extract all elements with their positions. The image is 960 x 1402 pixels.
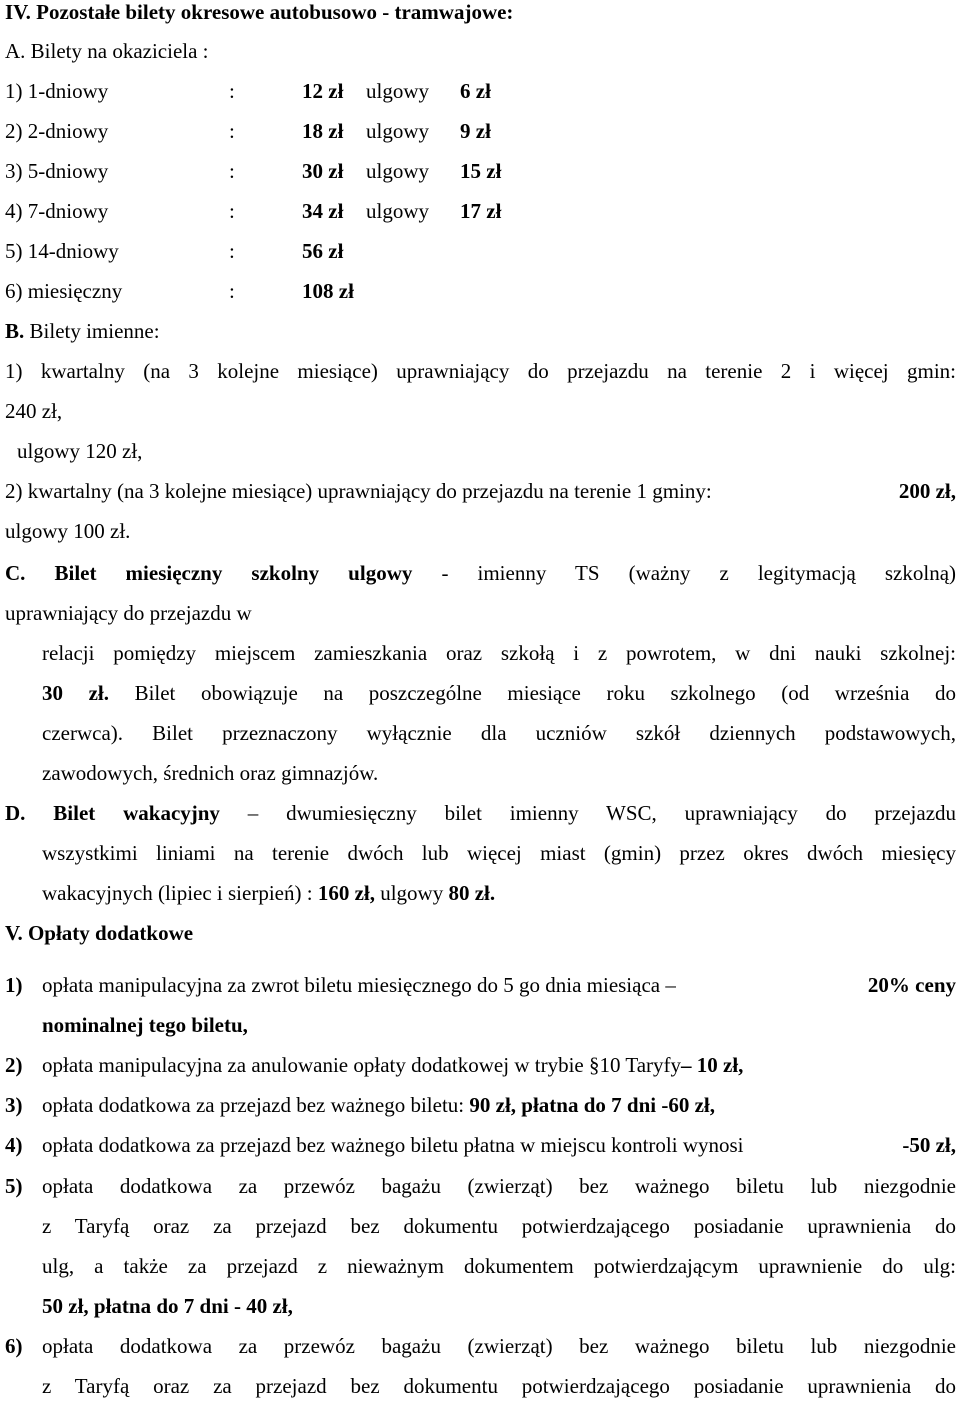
fee-item-number: 3) xyxy=(5,1093,23,1117)
fee-item-number: 2) xyxy=(5,1053,23,1077)
fee-item-line-2: z Taryfą oraz za przejazd bez dokumentu potwierdzającego posiadanie uprawnienia do xyxy=(42,1214,956,1238)
section-c-heading xyxy=(5,561,956,585)
ticket-colon: : xyxy=(229,279,235,303)
fee-item-line-1: opłata dodatkowa za przewóz bagażu (zwierząt) bez ważnego biletu lub niezgodnie xyxy=(42,1174,956,1198)
section-d-title: Bilet wakacyjny xyxy=(53,801,220,825)
section-b-letter: B. xyxy=(5,319,25,343)
fee-item-number: 6) xyxy=(5,1334,23,1358)
ticket-name: 1) 1-dniowy xyxy=(5,79,109,103)
c-line-4 xyxy=(42,681,956,705)
b1-ulg: ulgowy 120 zł, xyxy=(17,439,143,463)
b2-text: 2) kwartalny (na 3 kolejne miesiące) uprawniający do przejazdu na terenie 1 gminy: xyxy=(5,479,712,503)
ticket-ulg-price: 6 zł xyxy=(460,79,491,103)
section-c-letter: C. xyxy=(5,561,26,585)
ticket-price: 12 zł xyxy=(302,79,344,103)
c-line-4-text: Bilet obowiązuje na poszczególne miesiące roku szkolnego (od września do xyxy=(134,681,957,705)
section-c-title: Bilet miesięczny szkolny ulgowy xyxy=(54,561,413,585)
section-v-title: V. Opłaty dodatkowe xyxy=(5,921,194,945)
fee-item-line-3: ulg, a także za przejazd z nieważnym dokumentem potwierdzającym uprawnienie do ulg: xyxy=(42,1254,956,1278)
ticket-price: 18 zł xyxy=(302,119,344,143)
fee-item-line-2: nominalnej tego biletu, xyxy=(42,1013,248,1037)
c-line-5 xyxy=(42,721,956,745)
fee-item-line xyxy=(42,1053,743,1077)
fee-item-text: opłata manipulacyjna za zwrot biletu miesięcznego do 5 go dnia miesiąca – xyxy=(42,973,676,997)
fee-item-number: 4) xyxy=(5,1133,23,1157)
section-b-heading xyxy=(5,319,160,343)
fee-item-line xyxy=(42,1133,956,1157)
ticket-name: 2) 2-dniowy xyxy=(5,119,109,143)
section-d-heading xyxy=(5,801,956,825)
section-d-rest: – dwumiesięczny bilet imienny WSC, uprawniający do przejazdu xyxy=(247,801,957,825)
ticket-ulg-label: ulgowy xyxy=(366,119,429,143)
fee-item-line xyxy=(42,973,956,997)
fee-item-amount: 50 zł, płatna do 7 dni - 40 zł, xyxy=(42,1294,293,1318)
ticket-ulg-price: 17 zł xyxy=(460,199,502,223)
ticket-name: 5) 14-dniowy xyxy=(5,239,119,263)
ticket-price: 108 zł xyxy=(302,279,354,303)
fee-item-line-1: opłata dodatkowa za przewóz bagażu (zwierząt) bez ważnego biletu lub niezgodnie xyxy=(42,1334,956,1358)
ticket-name: 6) miesięczny xyxy=(5,279,123,303)
ticket-colon: : xyxy=(229,79,235,103)
c-line-3: relacji pomiędzy miejscem zamieszkania oraz szkołą i z powrotem, w dni nauki szkolnej: xyxy=(42,641,956,665)
d-line-3 xyxy=(42,881,495,905)
c-line-5a: czerwca). xyxy=(42,721,124,745)
c-line-2: uprawniający do przejazdu w xyxy=(5,601,252,625)
b2-price: 200 zł, xyxy=(898,479,956,503)
section-c-rest: - imienny TS (ważny z legitymacją szkolną) xyxy=(441,561,957,585)
section-a-title: A. Bilety na okaziciela : xyxy=(5,39,209,63)
section-iv-title: IV. Pozostałe bilety okresowe autobusowo - tramwajowe: xyxy=(5,0,514,24)
section-b-title: Bilety imienne: xyxy=(29,319,160,343)
b2-line xyxy=(5,479,956,503)
fee-item-text: opłata manipulacyjna za anulowanie opłaty dodatkowej w trybie §10 Taryfy xyxy=(42,1053,682,1077)
ticket-price: 56 zł xyxy=(302,239,344,263)
ticket-name: 4) 7-dniowy xyxy=(5,199,109,223)
ticket-ulg-label: ulgowy xyxy=(366,159,429,183)
fee-item-line xyxy=(42,1093,715,1117)
d-line-3a: wakacyjnych (lipiec i sierpień) : xyxy=(42,881,313,905)
fee-item-number: 5) xyxy=(5,1174,23,1198)
fee-item-amount: 90 zł, płatna do 7 dni -60 zł, xyxy=(469,1093,716,1117)
d-line-2: wszystkimi liniami na terenie dwóch lub więcej miast (gmin) przez okres dwóch miesięcy xyxy=(42,841,956,865)
fee-item-number: 1) xyxy=(5,973,23,997)
ticket-price: 30 zł xyxy=(302,159,344,183)
ticket-colon: : xyxy=(229,239,235,263)
d-ulg-price: 80 zł. xyxy=(448,881,496,905)
section-d-letter: D. xyxy=(5,801,26,825)
ticket-colon: : xyxy=(229,119,235,143)
d-line-3b: ulgowy xyxy=(380,881,444,905)
fee-item-line-2: z Taryfą oraz za przejazd bez dokumentu potwierdzającego posiadanie uprawnienia do xyxy=(42,1374,956,1398)
ticket-ulg-label: ulgowy xyxy=(366,199,429,223)
ticket-price: 34 zł xyxy=(302,199,344,223)
ticket-colon: : xyxy=(229,199,235,223)
d-price: 160 zł, xyxy=(317,881,375,905)
ticket-ulg-price: 15 zł xyxy=(460,159,502,183)
ticket-ulg-label: ulgowy xyxy=(366,79,429,103)
c-line-6: zawodowych, średnich oraz gimnazjów. xyxy=(42,761,379,785)
c-line-5b: Bilet przeznaczony wyłącznie dla uczniów szkół dziennych podstawowych, xyxy=(152,721,956,745)
b1-text: 1) kwartalny (na 3 kolejne miesiące) uprawniający do przejazdu na terenie 2 i więcej gmin: xyxy=(5,359,956,383)
c-price: 30 zł. xyxy=(42,681,109,705)
fee-item-amount: 20% ceny xyxy=(867,973,956,997)
fee-item-text: opłata dodatkowa za przejazd bez ważnego biletu płatna w miejscu kontroli wynosi xyxy=(42,1133,744,1157)
b1-price: 240 zł, xyxy=(5,399,63,423)
ticket-colon: : xyxy=(229,159,235,183)
b2-ulg: ulgowy 100 zł. xyxy=(5,519,131,543)
ticket-ulg-price: 9 zł xyxy=(460,119,491,143)
ticket-name: 3) 5-dniowy xyxy=(5,159,109,183)
fee-item-amount: -50 zł, xyxy=(902,1133,956,1157)
fee-item-text: opłata dodatkowa za przejazd bez ważnego biletu: xyxy=(42,1093,465,1117)
fee-item-amount: – 10 zł, xyxy=(681,1053,744,1077)
